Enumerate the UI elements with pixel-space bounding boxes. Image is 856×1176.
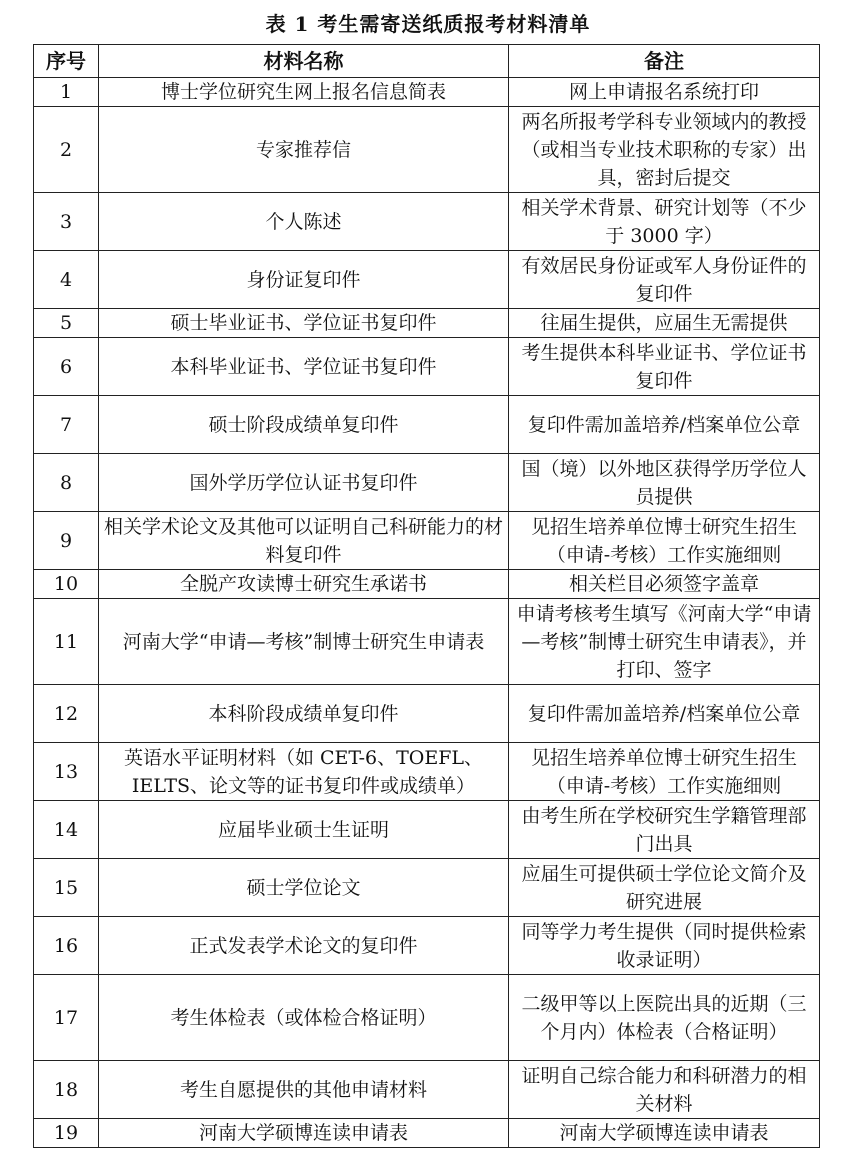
table-row	[34, 570, 820, 599]
row-index: 12	[34, 685, 99, 743]
row-material: 考生自愿提供的其他申请材料	[99, 1061, 509, 1119]
row-material: 全脱产攻读博士研究生承诺书	[99, 570, 509, 599]
row-note: 同等学力考生提供（同时提供检索收录证明）	[509, 917, 820, 975]
table-row	[34, 801, 820, 859]
row-material: 河南大学“申请—考核”制博士研究生申请表	[99, 599, 509, 685]
row-material: 考生体检表（或体检合格证明）	[99, 975, 509, 1061]
row-note: 二级甲等以上医院出具的近期（三个月内）体检表（合格证明）	[509, 975, 820, 1061]
row-material: 身份证复印件	[99, 251, 509, 309]
table-row	[34, 859, 820, 917]
row-index: 14	[34, 801, 99, 859]
row-index: 11	[34, 599, 99, 685]
row-note: 相关学术背景、研究计划等（不少于 3000 字）	[509, 193, 820, 251]
table-row	[34, 193, 820, 251]
row-index: 2	[34, 107, 99, 193]
row-index: 19	[34, 1119, 99, 1148]
table-row	[34, 1119, 820, 1148]
table-row	[34, 338, 820, 396]
row-index: 9	[34, 512, 99, 570]
header-note: 备注	[509, 45, 820, 78]
row-note: 有效居民身份证或军人身份证件的复印件	[509, 251, 820, 309]
table-row	[34, 1061, 820, 1119]
row-material: 本科阶段成绩单复印件	[99, 685, 509, 743]
row-material: 硕士阶段成绩单复印件	[99, 396, 509, 454]
row-note: 复印件需加盖培养/档案单位公章	[509, 685, 820, 743]
row-material: 正式发表学术论文的复印件	[99, 917, 509, 975]
row-note: 见招生培养单位博士研究生招生（申请-考核）工作实施细则	[509, 512, 820, 570]
table-row	[34, 599, 820, 685]
row-index: 7	[34, 396, 99, 454]
table-row	[34, 78, 820, 107]
row-note: 网上申请报名系统打印	[509, 78, 820, 107]
row-index: 16	[34, 917, 99, 975]
row-index: 17	[34, 975, 99, 1061]
table-row	[34, 251, 820, 309]
header-index: 序号	[34, 45, 99, 78]
row-material: 河南大学硕博连读申请表	[99, 1119, 509, 1148]
row-index: 18	[34, 1061, 99, 1119]
row-material: 应届毕业硕士生证明	[99, 801, 509, 859]
row-index: 10	[34, 570, 99, 599]
row-index: 3	[34, 193, 99, 251]
table-row	[34, 107, 820, 193]
row-note: 复印件需加盖培养/档案单位公章	[509, 396, 820, 454]
row-note: 国（境）以外地区获得学历学位人员提供	[509, 454, 820, 512]
table-row	[34, 917, 820, 975]
row-note: 相关栏目必须签字盖章	[509, 570, 820, 599]
table-row	[34, 685, 820, 743]
row-note: 河南大学硕博连读申请表	[509, 1119, 820, 1148]
table-row	[34, 743, 820, 801]
row-index: 1	[34, 78, 99, 107]
table-row	[34, 975, 820, 1061]
row-index: 4	[34, 251, 99, 309]
row-index: 13	[34, 743, 99, 801]
table-row	[34, 512, 820, 570]
row-note: 见招生培养单位博士研究生招生（申请-考核）工作实施细则	[509, 743, 820, 801]
row-index: 5	[34, 309, 99, 338]
row-material: 硕士学位论文	[99, 859, 509, 917]
row-note: 证明自己综合能力和科研潜力的相关材料	[509, 1061, 820, 1119]
row-index: 15	[34, 859, 99, 917]
materials-table	[33, 44, 820, 1148]
table-header-row	[34, 45, 820, 78]
row-material: 专家推荐信	[99, 107, 509, 193]
table-body	[34, 78, 820, 1148]
row-index: 6	[34, 338, 99, 396]
row-material: 本科毕业证书、学位证书复印件	[99, 338, 509, 396]
row-note: 考生提供本科毕业证书、学位证书复印件	[509, 338, 820, 396]
table-row	[34, 454, 820, 512]
row-note: 由考生所在学校研究生学籍管理部门出具	[509, 801, 820, 859]
row-material: 硕士毕业证书、学位证书复印件	[99, 309, 509, 338]
row-note: 申请考核考生填写《河南大学“申请—考核”制博士研究生申请表》，并打印、签字	[509, 599, 820, 685]
table-title: 表 1 考生需寄送纸质报考材料清单	[265, 12, 591, 36]
table-row	[34, 309, 820, 338]
row-material: 英语水平证明材料（如 CET-6、TOEFL、IELTS、论文等的证书复印件或成绩单）	[99, 743, 509, 801]
header-material: 材料名称	[99, 45, 509, 78]
row-index: 8	[34, 454, 99, 512]
table-row	[34, 396, 820, 454]
row-note: 往届生提供，应届生无需提供	[509, 309, 820, 338]
row-material: 国外学历学位认证书复印件	[99, 454, 509, 512]
row-note: 应届生可提供硕士学位论文简介及研究进展	[509, 859, 820, 917]
row-note: 两名所报考学科专业领域内的教授（或相当专业技术职称的专家）出具，密封后提交	[509, 107, 820, 193]
row-material: 博士学位研究生网上报名信息简表	[99, 78, 509, 107]
row-material: 个人陈述	[99, 193, 509, 251]
row-material: 相关学术论文及其他可以证明自己科研能力的材料复印件	[99, 512, 509, 570]
